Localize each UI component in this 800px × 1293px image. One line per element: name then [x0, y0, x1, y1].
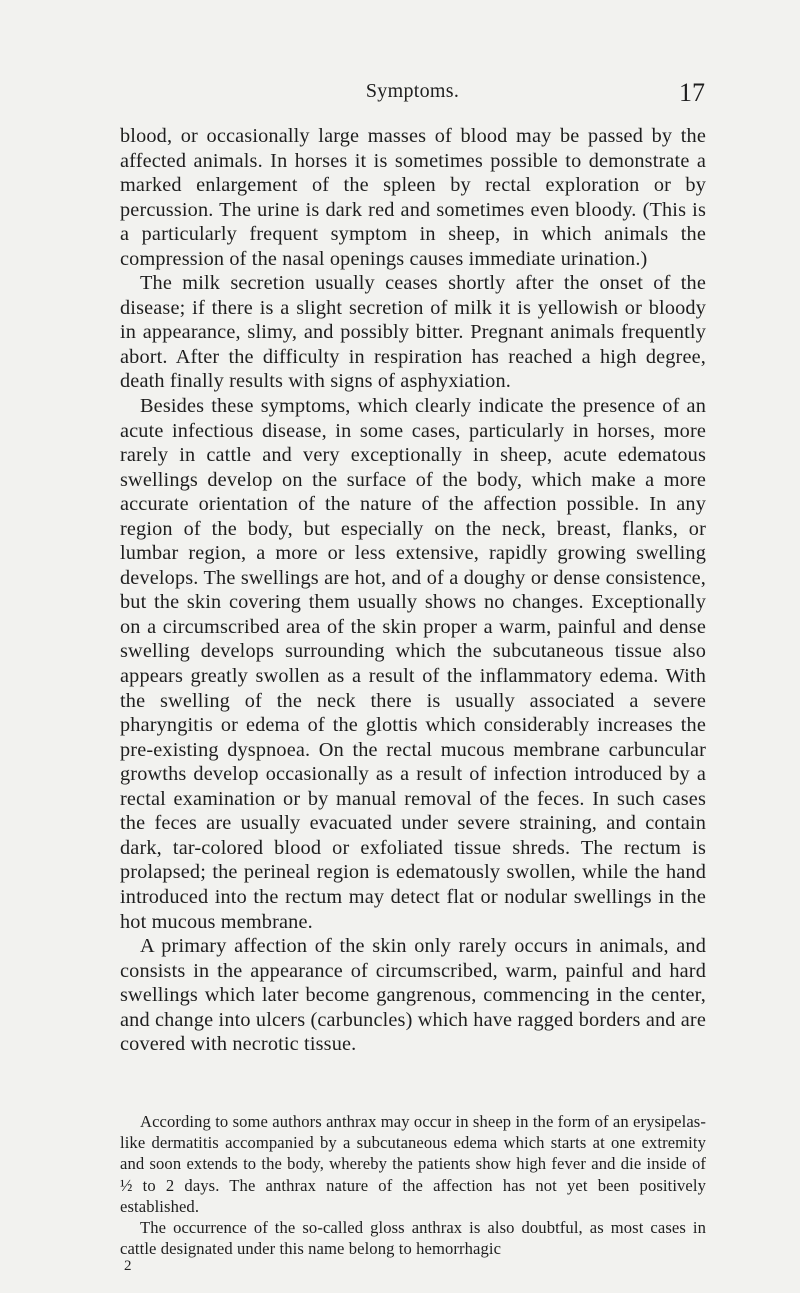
running-title: Symptoms.: [365, 80, 460, 102]
running-head: [120, 80, 705, 114]
paragraph: A primary affection of the skin only rarely occurs in animals, and consists in the appearance of circumscribed, warm, painful and hard swellings which later become gangrenous, commencing in the center, and change into ulcers (carbuncles) which have ragged borders and are covered with necrotic tissue.: [120, 935, 706, 1056]
page-number: 17: [679, 78, 705, 107]
paragraph: The milk secretion usually ceases shortly after the onset of the disease; if there is a slight secretion of milk it is yellowish or bloody in appearance, slimy, and possibly bitter. Pregnant animals frequently abort. After the difficulty in respiration has reached a high degree, death finally results with signs of asphyxiation.: [120, 272, 706, 393]
main-text: [120, 124, 706, 1057]
small-paragraph: According to some authors anthrax may occur in sheep in the form of an erysipelas-like dermatitis accompanied by a subcutaneous edema which starts at one extremity and soon extends to the body, whereby the patients show high fever and die inside of ½ to 2 days. The anthrax nature of the affection has not yet been positively established.: [120, 1112, 706, 1216]
signature-mark: 2: [124, 1258, 132, 1274]
small-paragraph: The occurrence of the so-called gloss anthrax is also doubtful, as most cases in cattle designated under this name belong to hemorrhagic: [120, 1218, 706, 1259]
small-print-text: [120, 1111, 706, 1259]
paragraph: Besides these symptoms, which clearly indicate the presence of an acute infectious disease, in some cases, particularly in horses, more rarely in cattle and very exceptionally in sheep, acute edematous swellings develop on the surface of the body, which make a more accurate orientation of the nature of the affection possible. In any region of the body, but especially on the neck, breast, flanks, or lumbar region, a more or less extensive, rapidly growing swelling develops. The swellings are hot, and of a doughy or dense consistence, but the skin covering them usually shows no changes. Exceptionally on a circumscribed area of the skin proper a warm, painful and dense swelling develops surrounding which the subcutaneous tissue also appears greatly swollen as a result of the inflammatory edema. With the swelling of the neck there is usually associated a severe pharyngitis or edema of the glottis which considerably increases the pre-existing dyspnoea. On the rectal mucous membrane carbuncular growths develop occasionally as a result of infection introduced by a rectal examination or by manual removal of the feces. In such cases the feces are usually evacuated under severe straining, and contain dark, tar-colored blood or exfoliated tissue shreds. The rectum is prolapsed; the perineal region is edematously swollen, while the hand introduced into the rectum may detect flat or nodular swellings in the hot mucous membrane.: [120, 395, 706, 933]
paragraph: blood, or occasionally large masses of blood may be passed by the affected animals. In horses it is sometimes possible to demonstrate a marked enlargement of the spleen by rectal exploration or by percussion. The urine is dark red and sometimes even bloody. (This is a particularly frequent symptom in sheep, in which animals the compression of the nasal openings causes immediate urination.): [120, 125, 706, 270]
